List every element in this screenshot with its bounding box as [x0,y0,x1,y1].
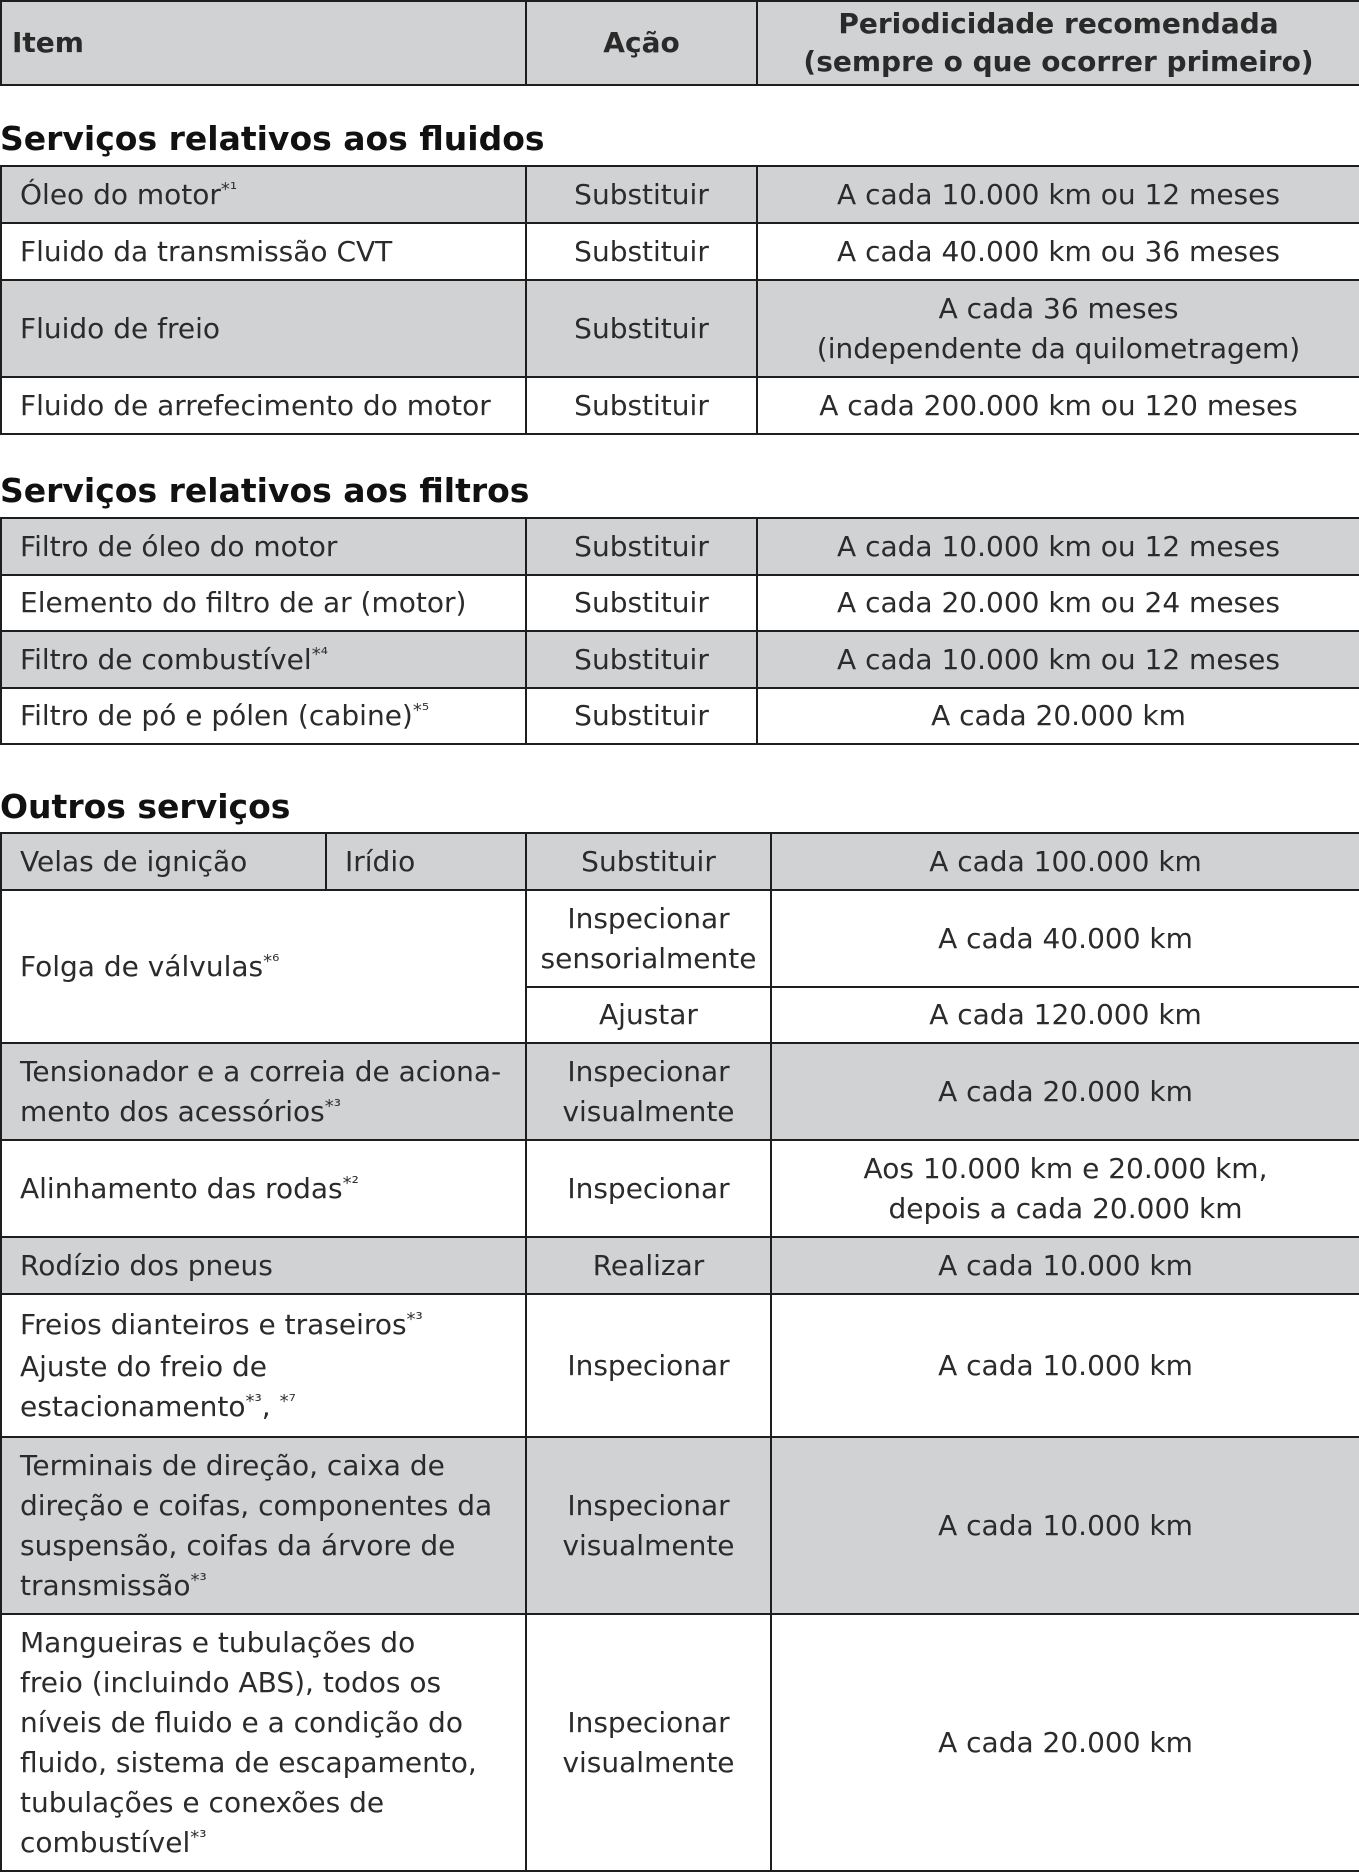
period-cell: A cada 40.000 km ou 36 meses [757,223,1359,280]
section-title-filters: Serviços relativos aos filtros [0,471,530,510]
period-cell: A cada 40.000 km [771,890,1359,987]
action-cell: Inspecionar [526,1140,771,1237]
item-cell: Fluido de freio [1,280,526,377]
item-cell: Terminais de direção, caixa de direção e coifas, componentes da suspensão, coifas da árvore de transmissão$^{*^3}$ [1,1437,526,1614]
action-cell: Ajustar [526,987,771,1043]
table-row [1,631,1359,688]
table-row [1,1237,1359,1294]
period-cell: A cada 200.000 km ou 120 meses [757,377,1359,434]
action-cell: Inspecionar visualmente [526,1614,771,1871]
others-table [0,832,1359,1872]
item-cell: Folga de válvulas$^{*^6}$ [1,890,526,1043]
item-cell: Fluido de arrefecimento do motor [1,377,526,434]
fluids-table [0,165,1359,435]
item-cell: Freios dianteiros e traseiros$^{*^3}$ Ajuste do freio de estacionamento$^{*^3}$, $^{*^7}$ [1,1294,526,1437]
period-line: (independente da quilometragem) [816,331,1301,365]
table-row [1,833,1359,890]
header-period-line2: (sempre o que ocorrer primeiro) [803,45,1314,78]
table-row [1,377,1359,434]
item-cell: Óleo do motor$^{*^1}$ [1,166,526,223]
item-cell: Tensionador e a correia de aciona- mento dos acessórios$^{*^3}$ [1,1043,526,1140]
action-cell: Substituir [526,631,757,688]
period-cell [757,280,1359,377]
action-cell: Substituir [526,223,757,280]
period-cell: A cada 20.000 km [771,1043,1359,1140]
period-cell: A cada 10.000 km ou 12 meses [757,518,1359,575]
item-cell: Velas de ignição [1,833,326,890]
header-item: Item [1,1,526,85]
table-row [1,1043,1359,1140]
item-cell: Filtro de pó e pólen (cabine)$^{*^5}$ [1,688,526,744]
period-cell: A cada 10.000 km ou 12 meses [757,166,1359,223]
period-cell: A cada 100.000 km [771,833,1359,890]
item-cell: Mangueiras e tubulações do freio (incluindo ABS), todos os níveis de fluido e a condição do fluido, sistema de escapamento, tubulações e conexões de combustível$^{*^3}$ [1,1614,526,1871]
type-cell: Irídio [326,833,526,890]
item-cell: Filtro de combustível$^{*^4}$ [1,631,526,688]
action-cell: Realizar [526,1237,771,1294]
header-action: Ação [526,1,757,85]
item-cell: Alinhamento das rodas$^{*^2}$ [1,1140,526,1237]
action-cell: Substituir [526,280,757,377]
period-cell: A cada 120.000 km [771,987,1359,1043]
period-cell: A cada 10.000 km [771,1237,1359,1294]
table-row [1,518,1359,575]
table-row [1,1614,1359,1871]
table-row [1,688,1359,744]
table-row [1,166,1359,223]
header-period-line1: Periodicidade recomendada [838,7,1279,40]
section-title-others: Outros serviços [0,787,291,826]
filters-table [0,517,1359,745]
item-cell: Rodízio dos pneus [1,1237,526,1294]
action-cell: Inspecionar visualmente [526,1437,771,1614]
header-table [0,0,1359,86]
action-cell: Substituir [526,377,757,434]
period-cell: A cada 10.000 km [771,1437,1359,1614]
action-cell: Inspecionar [526,1294,771,1437]
period-cell: A cada 20.000 km ou 24 meses [757,575,1359,631]
action-cell: Substituir [526,166,757,223]
item-cell: Elemento do filtro de ar (motor) [1,575,526,631]
table-row [1,890,1359,987]
action-cell: Substituir [526,688,757,744]
action-cell: Substituir [526,518,757,575]
table-row [1,1140,1359,1237]
action-cell: Inspecionar sensorialmente [526,890,771,987]
header-period [757,1,1359,85]
item-cell: Fluido da transmissão CVT [1,223,526,280]
item-cell: Filtro de óleo do motor [1,518,526,575]
period-cell: A cada 10.000 km [771,1294,1359,1437]
table-row [1,223,1359,280]
table-row [1,280,1359,377]
action-cell: Inspecionar visualmente [526,1043,771,1140]
table-row [1,575,1359,631]
period-cell: A cada 20.000 km [757,688,1359,744]
action-cell: Substituir [526,575,757,631]
table-row [1,1294,1359,1437]
period-line: A cada 36 meses [938,291,1179,325]
section-title-fluids: Serviços relativos aos fluidos [0,119,545,158]
action-cell: Substituir [526,833,771,890]
period-cell: Aos 10.000 km e 20.000 km, depois a cada 20.000 km [771,1140,1359,1237]
period-cell: A cada 10.000 km ou 12 meses [757,631,1359,688]
table-row [1,1437,1359,1614]
period-cell: A cada 20.000 km [771,1614,1359,1871]
